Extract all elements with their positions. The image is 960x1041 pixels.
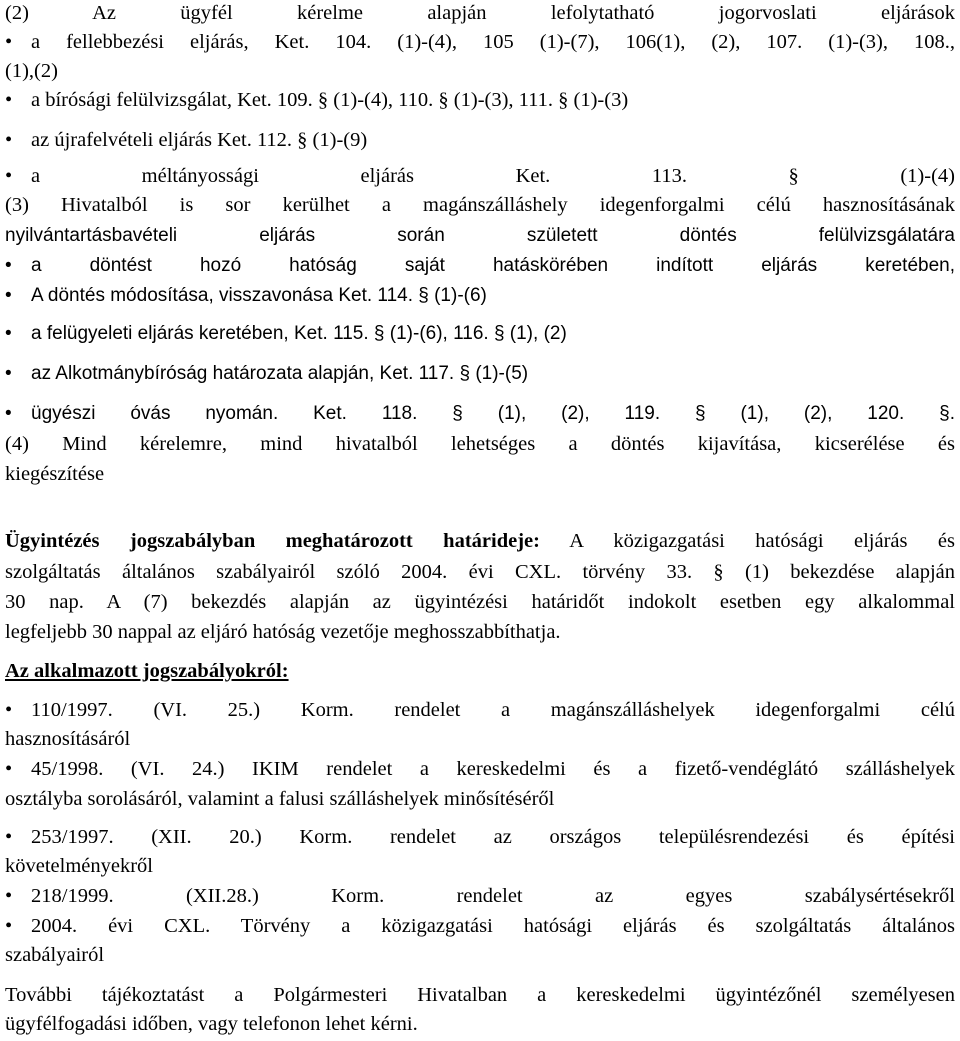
list-item: •45/1998. (VI. 24.) IKIM rendelet a kereskedelmi és a fizető-vendéglátó szálláshelyek — [5, 756, 955, 782]
list-item-continuation: hasznosításáról — [5, 728, 131, 750]
deadline-label: Ügyintézés jogszabályban meghatározott határideje: — [5, 530, 540, 552]
deadline-line1: Ügyintézés jogszabályban meghatározott határideje: A közigazgatási hatósági eljárás és — [5, 530, 955, 552]
list-item: •a fellebbezési eljárás, Ket. 104. (1)-(4), 105 (1)-(7), 106(1), (2), 107. (1)-(3), 108., — [5, 29, 955, 55]
bullet-icon — [5, 253, 31, 279]
bullet-icon — [5, 883, 31, 909]
deadline-line4: legfeljebb 30 nappal az eljáró hatóság vezetője meghosszabbíthatja. — [5, 621, 561, 643]
bullet-icon — [5, 87, 31, 113]
list-item: •a bírósági felülvizsgálat, Ket. 109. § (1)-(4), 110. § (1)-(3), 111. § (1)-(3) — [5, 87, 955, 113]
correction-line2: kiegészítése — [5, 463, 105, 485]
list-item-continuation: (1),(2) — [5, 60, 58, 82]
bullet-icon — [5, 401, 31, 427]
list-item: •az újrafelvételi eljárás Ket. 112. § (1)-(9) — [5, 127, 955, 153]
bullet-icon — [5, 913, 31, 939]
bullet-icon — [5, 283, 31, 309]
list-item: •ügyészi óvás nyomán. Ket. 118. § (1), (2), 119. § (1), (2), 120. §. — [5, 401, 955, 427]
bullet-icon — [5, 756, 31, 782]
official-intro: (3) Hivatalból is sor kerülhet a magánszálláshely idegenforgalmi célú hasznosításának — [5, 194, 955, 216]
bullet-icon — [5, 127, 31, 153]
list-item-continuation: követelményekről — [5, 855, 154, 877]
list-item: •110/1997. (VI. 25.) Korm. rendelet a magánszálláshelyek idegenforgalmi célú — [5, 697, 955, 723]
official-intro-cont: nyilvántartásbavételi eljárás során született döntés felülvizsgálatára — [5, 225, 955, 246]
list-item: •A döntés módosítása, visszavonása Ket. 114. § (1)-(6) — [5, 283, 955, 309]
list-item-continuation: szabályairól — [5, 944, 105, 966]
correction-line1: (4) Mind kérelemre, mind hivatalból lehetséges a döntés kijavítása, kicserélése és — [5, 433, 955, 455]
bullet-icon — [5, 321, 31, 347]
deadline-line3: 30 nap. A (7) bekezdés alapján az ügyintézési határidőt indokolt esetben egy alkalommal — [5, 591, 955, 613]
bullet-icon — [5, 697, 31, 723]
bullet-icon — [5, 824, 31, 850]
list-item: •218/1999. (XII.28.) Korm. rendelet az egyes szabálysértésekről — [5, 883, 955, 909]
remedies-intro: (2) Az ügyfél kérelme alapján lefolytatható jogorvoslati eljárások — [5, 2, 955, 24]
list-item: •a felügyeleti eljárás keretében, Ket. 115. § (1)-(6), 116. § (1), (2) — [5, 321, 955, 347]
bullet-icon — [5, 29, 31, 55]
info-line1: További tájékoztatást a Polgármesteri Hivatalban a kereskedelmi ügyintézőnél személyesen — [5, 984, 955, 1006]
deadline-line2: szolgáltatás általános szabályairól szóló 2004. évi CXL. törvény 33. § (1) bekezdése alapján — [5, 561, 955, 583]
laws-heading: Az alkalmazott jogszabályokról: — [5, 660, 289, 682]
bullet-icon — [5, 163, 31, 189]
bullet-icon — [5, 361, 31, 387]
list-item: •a döntést hozó hatóság saját hatáskörében indított eljárás keretében, — [5, 253, 955, 279]
list-item-continuation: osztályba sorolásáról, valamint a falusi szálláshelyek minősítéséről — [5, 788, 555, 810]
info-line2: ügyfélfogadási időben, vagy telefonon lehet kérni. — [5, 1013, 418, 1035]
list-item: •a méltányossági eljárás Ket. 113. § (1)-(4) — [5, 163, 955, 189]
list-item: •az Alkotmánybíróság határozata alapján, Ket. 117. § (1)-(5) — [5, 361, 955, 387]
list-item: •2004. évi CXL. Törvény a közigazgatási hatósági eljárás és szolgáltatás általános — [5, 913, 955, 939]
list-item: •253/1997. (XII. 20.) Korm. rendelet az országos településrendezési és építési — [5, 824, 955, 850]
